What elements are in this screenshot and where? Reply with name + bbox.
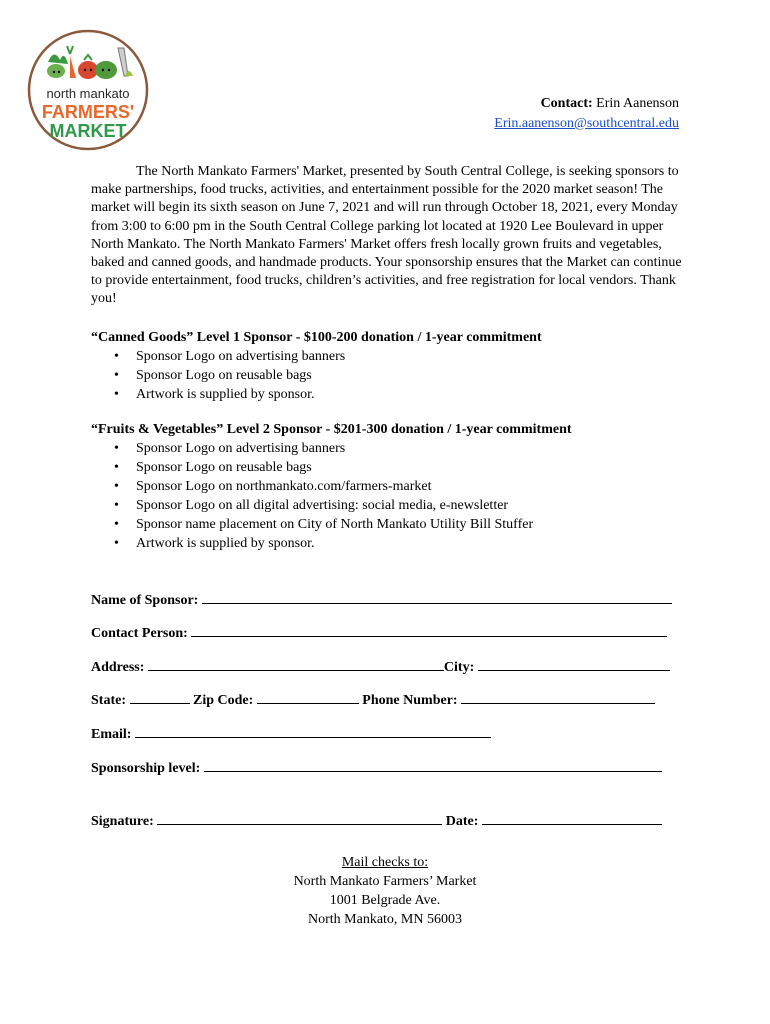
contact-person-field[interactable] <box>191 622 667 637</box>
contact-name: Erin Aanenson <box>592 96 679 111</box>
level-2-benefits <box>91 439 691 553</box>
contact-person-row <box>91 622 667 643</box>
intro-text: The North Mankato Farmers' Market, presented by South Central College, is seeking sponsors to make partnerships, food trucks, activities, and entertainment possible for the 2020 market season! The market will begin its sixth season on June 7, 2021 and will run through October 18, 2021, every Monday from 3:00 to 6:00 pm in the South Central College parking lot located at 1920 Lee Boulevard in upper North Mankato. The North Mankato Farmers' Market offers fresh locally grown fruits and vegetables, baked and canned goods, and handmade products. Your sponsorship ensures that the Market can continue to provide entertainment, food trucks, children’s activities, and free registration for local vendors. Thank you! <box>91 164 682 307</box>
contact-label: Contact: <box>540 96 593 111</box>
sponsor-level-2 <box>91 420 691 553</box>
list-item: • Sponsor Logo on reusable bags <box>91 458 691 477</box>
sponsor-name-row <box>91 589 672 610</box>
sponsor-name-label: Name of Sponsor: <box>91 593 199 608</box>
phone-label: Phone Number: <box>362 693 458 708</box>
list-item: • Sponsor Logo on advertising banners <box>91 439 691 458</box>
level-1-heading: “Canned Goods” Level 1 Sponsor - $100-200 donation / 1-year commitment <box>91 330 542 345</box>
email-field[interactable] <box>135 723 491 738</box>
city-label: City: <box>443 660 475 675</box>
level-1-benefits <box>91 347 691 404</box>
zip-label: Zip Code: <box>193 693 254 708</box>
sponsorship-level-row <box>91 757 662 778</box>
date-field[interactable] <box>482 810 662 825</box>
logo-text-bot: MARKET <box>49 121 127 141</box>
zip-field[interactable] <box>257 689 359 704</box>
farmers-market-logo <box>26 26 150 154</box>
city-field[interactable] <box>478 656 670 671</box>
sponsor-name-field[interactable] <box>202 589 672 604</box>
address-field[interactable] <box>148 656 444 671</box>
mail-line-1: North Mankato Farmers’ Market <box>293 874 477 889</box>
signature-field[interactable] <box>157 810 442 825</box>
intro-paragraph <box>91 163 683 309</box>
list-item: • Sponsor Logo on northmankato.com/farmers-market <box>91 477 691 496</box>
contact-line <box>494 94 679 114</box>
contact-block <box>494 94 679 134</box>
mail-line-2: 1001 Belgrade Ave. <box>329 893 441 908</box>
state-label: State: <box>91 693 126 708</box>
list-item: • Sponsor name placement on City of North Mankato Utility Bill Stuffer <box>91 515 691 534</box>
email-label: Email: <box>91 727 132 742</box>
state-zip-phone-row <box>91 689 655 710</box>
list-item: • Artwork is supplied by sponsor. <box>91 534 691 553</box>
state-field[interactable] <box>130 689 190 704</box>
list-item: • Sponsor Logo on all digital advertising: social media, e-newsletter <box>91 496 691 515</box>
logo-graphic <box>26 26 150 154</box>
list-item: • Sponsor Logo on reusable bags <box>91 366 691 385</box>
mailing-address <box>0 853 770 929</box>
address-row <box>91 656 670 677</box>
list-item: • Sponsor Logo on advertising banners <box>91 347 691 366</box>
logo-text-top: north mankato <box>46 86 130 101</box>
mail-heading: Mail checks to: <box>341 855 429 870</box>
contact-email-link[interactable]: Erin.aanenson@southcentral.edu <box>494 116 679 131</box>
date-label: Date: <box>445 814 479 829</box>
sponsorship-level-label: Sponsorship level: <box>91 761 201 776</box>
list-item: • Artwork is supplied by sponsor. <box>91 385 691 404</box>
address-label: Address: <box>91 660 145 675</box>
phone-field[interactable] <box>461 689 655 704</box>
sponsorship-level-field[interactable] <box>204 757 662 772</box>
signature-date-row <box>91 810 662 831</box>
signature-label: Signature: <box>91 814 154 829</box>
sponsor-level-1 <box>91 328 691 404</box>
mail-line-3: North Mankato, MN 56003 <box>308 912 462 927</box>
email-row <box>91 723 491 744</box>
contact-person-label: Contact Person: <box>91 626 188 641</box>
logo-text-mid: FARMERS' <box>41 102 135 122</box>
level-2-heading: “Fruits & Vegetables” Level 2 Sponsor - $201-300 donation / 1-year commitment <box>91 422 572 437</box>
